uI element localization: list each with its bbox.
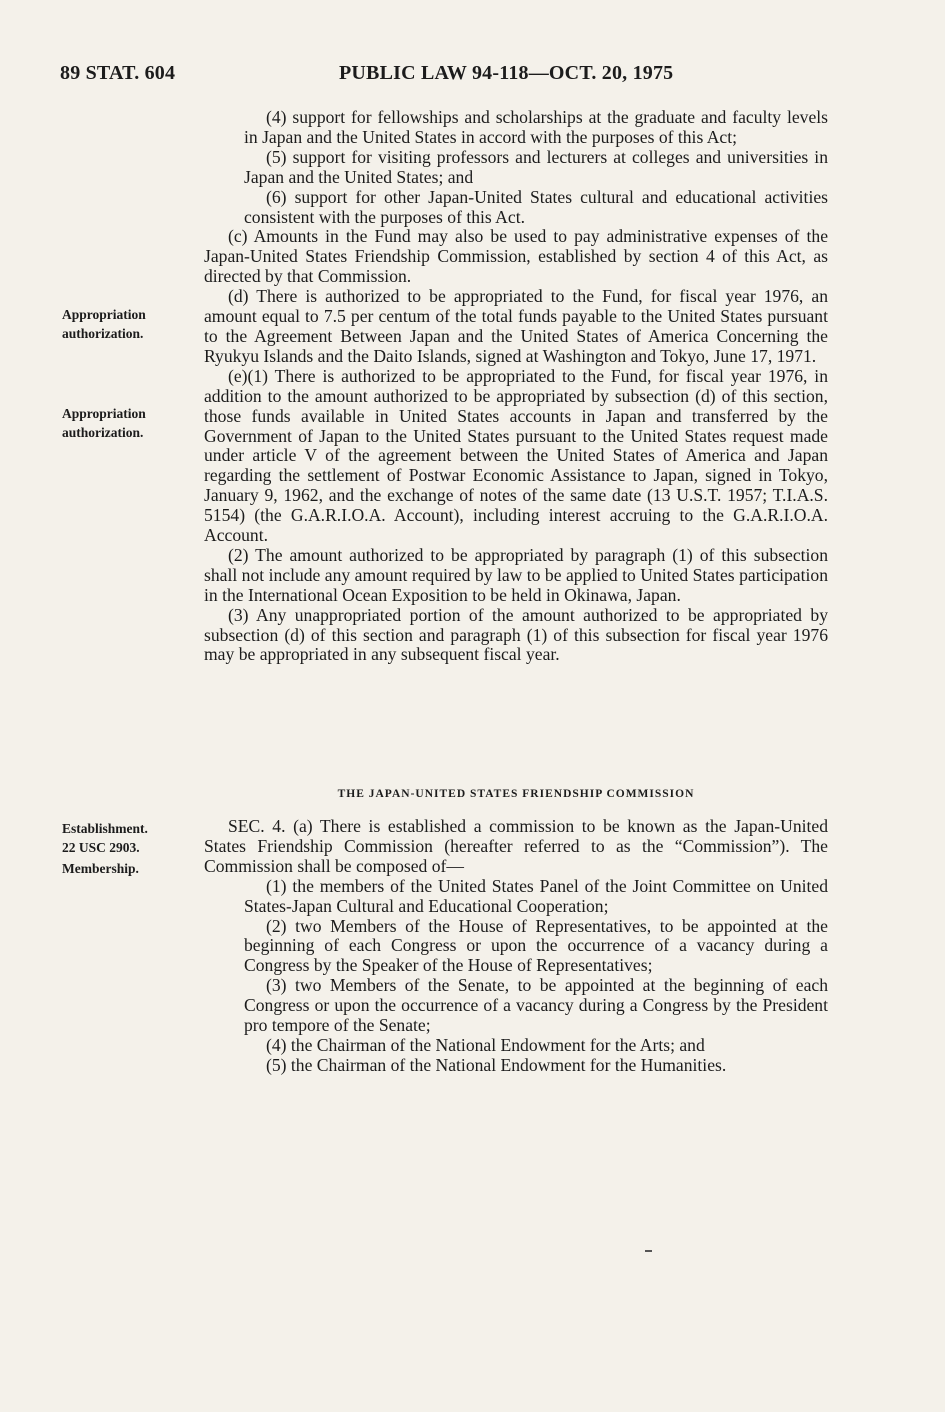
paragraph-b6: (6) support for other Japan-United States cultural and educational activities consistent with the purposes of this Act. (244, 186, 828, 227)
margin-note-appropriation-1: Appropriation authorization. (62, 307, 146, 341)
subsection-d: (d) There is authorized to be appropriated to the Fund, for fiscal year 1976, an amount equal to 7.5 per centum of the total funds payable to the United States pursuant to the Agreement Between Japan and the United States of America Concerning the Ryukyu Islands and the Daito Islands, signed at Washington and Tokyo, June 17, 1971. (204, 286, 828, 366)
member-4: (4) the Chairman of the National Endowment for the Arts; and (266, 1034, 705, 1055)
member-5: (5) the Chairman of the National Endowment for the Humanities. (266, 1054, 727, 1075)
subsection-e3: (3) Any unappropriated portion of the amount authorized to be appropriated by subsection (d) of this section and paragraph (1) of this subsection for fiscal year 1976 may be appropriated in any subsequent fiscal year. (204, 604, 828, 665)
paragraph-b4: (4) support for fellowships and scholarships at the graduate and faculty levels in Japan and the United States in accord with the purposes of this Act; (244, 107, 828, 147)
subsection-c: (c) Amounts in the Fund may also be used to pay administrative expenses of the Japan-United States Friendship Commission, established by section 4 of this Act, as directed by that Commission. (204, 226, 828, 287)
stat-page-number: 89 STAT. 604 (60, 62, 176, 84)
paragraph-b5: (5) support for visiting professors and lecturers at colleges and universities in Japan and the United States; and (244, 146, 828, 187)
section-3-continuation (204, 108, 828, 665)
subsection-e2: (2) The amount authorized to be appropriated by paragraph (1) of this subsection shall not include any amount required by law to be applied to United States participation in the International Ocean Exposition to be held in Okinawa, Japan. (204, 544, 828, 605)
margin-note-usc-ref: 22 USC 2903. (62, 840, 140, 855)
member-2: (2) two Members of the House of Representatives, to be appointed at the beginning of each Congress or upon the occurrence of a vacancy during a Congress by the Speaker of the House of Representatives; (244, 915, 828, 976)
member-1: (1) the members of the United States Panel of the Joint Committee on United States-Japan Cultural and Educational Cooperation; (244, 875, 828, 916)
member-3: (3) two Members of the Senate, to be appointed at the beginning of each Congress or upon the occurrence of a vacancy during a Congress by the President pro tempore of the Senate; (244, 975, 828, 1036)
margin-note-appropriation-2: Appropriation authorization. (62, 406, 146, 440)
margin-note-establishment: Establishment. (62, 821, 148, 836)
running-title: PUBLIC LAW 94-118—OCT. 20, 1975 (339, 62, 674, 84)
section-4 (204, 817, 828, 1076)
section-4-intro: SEC. 4. (a) There is established a commission to be known as the Japan-United States Friendship Commission (hereafter referred to as the “Commission”). The Commission shall be composed of— (204, 816, 828, 876)
stray-mark (645, 1250, 652, 1252)
margin-note-membership: Membership. (62, 861, 139, 876)
section-heading: THE JAPAN-UNITED STATES FRIENDSHIP COMMISSION (337, 788, 695, 800)
subsection-e1: (e)(1) There is authorized to be appropriated to the Fund, for fiscal year 1976, in addition to the amount authorized to be appropriated by subsection (d) of this section, those funds available in United States accounts in Japan and transferred by the Government of Japan to the United States pursuant to the United States request made under article V of the agreement between the United States of America and Japan regarding the settlement of Postwar Economic Assistance to Japan, signed in Tokyo, January 9, 1962, and the exchange of notes of the same date (13 U.S.T. 1957; T.I.A.S. 5154) (the G.A.R.I.O.A. Account), including interest accruing to the G.A.R.I.O.A. Account. (204, 365, 828, 546)
